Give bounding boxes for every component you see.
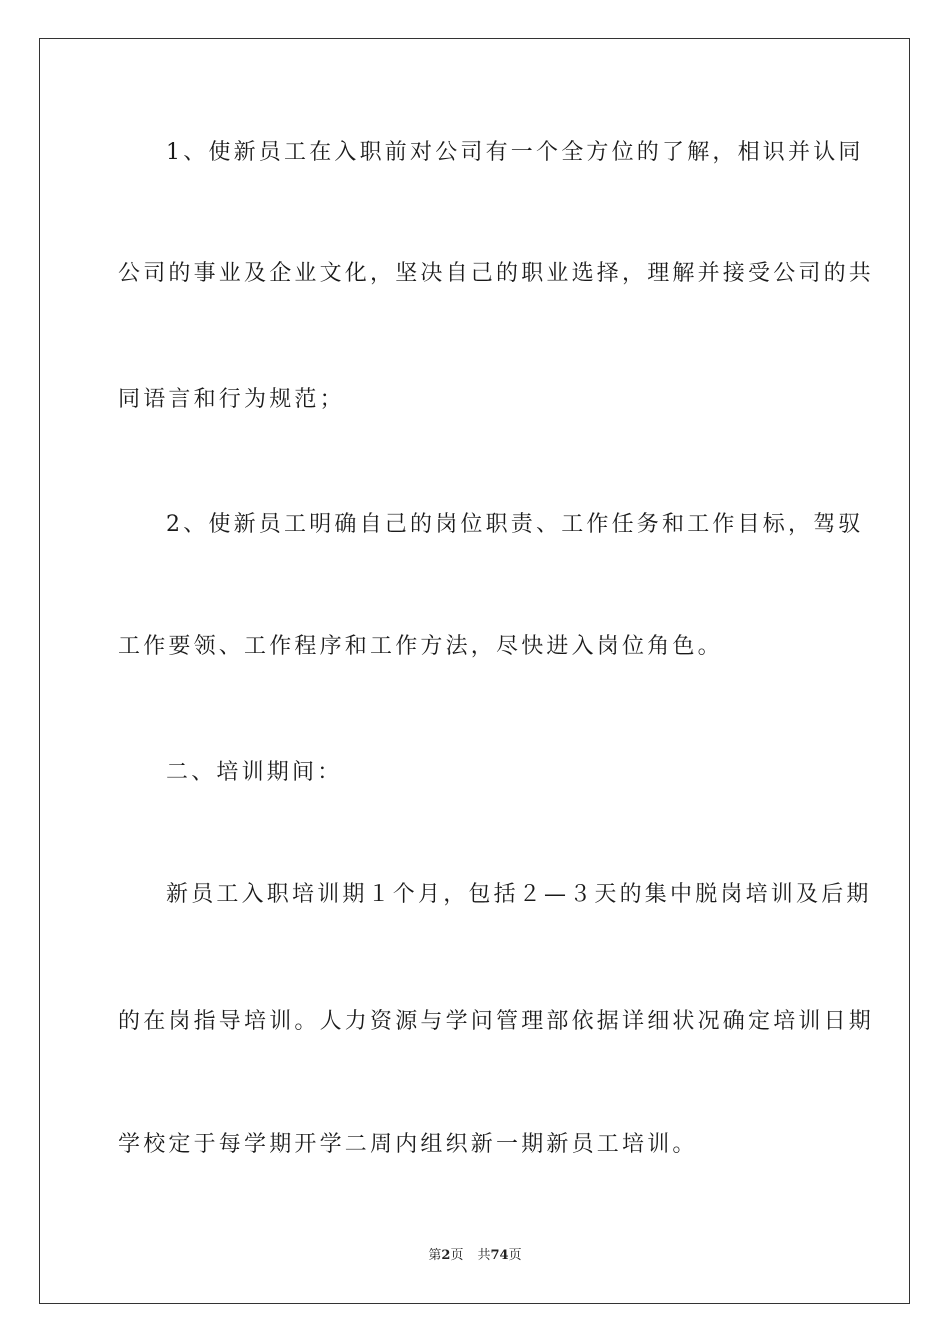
paragraph-line-1: 1、使新员工在入职前对公司有一个全方位的了解，相识并认同 <box>166 140 864 165</box>
paragraph-line-2: 公司的事业及企业文化，坚决自己的职业选择，理解并接受公司的共 <box>118 261 875 286</box>
paragraph-line-7: 的在岗指导培训。人力资源与学问管理部依据详细状况确定培训日期 <box>118 1009 875 1034</box>
section-heading: 二、培训期间： <box>166 760 343 785</box>
page-prefix: 第 <box>428 1248 442 1263</box>
paragraph-line-4: 2、使新员工明确自己的岗位职责、工作任务和工作目标，驾驭 <box>166 512 864 537</box>
total-suffix: 页 <box>508 1248 522 1263</box>
paragraph-line-3: 同语言和行为规范； <box>118 387 345 412</box>
page-number: 2 <box>441 1248 451 1263</box>
total-pages: 74 <box>490 1248 509 1263</box>
paragraph-line-8: 学校定于每学期开学二周内组织新一期新员工培训。 <box>118 1132 698 1157</box>
page-border <box>39 38 910 1304</box>
paragraph-line-6: 新员工入职培训期１个月，包括２—３天的集中脱岗培训及后期 <box>166 882 872 907</box>
page-footer <box>0 1247 950 1265</box>
total-prefix: 共 <box>477 1248 491 1263</box>
page-suffix: 页 <box>450 1248 464 1263</box>
paragraph-line-5: 工作要领、工作程序和工作方法，尽快进入岗位角色。 <box>118 634 723 659</box>
